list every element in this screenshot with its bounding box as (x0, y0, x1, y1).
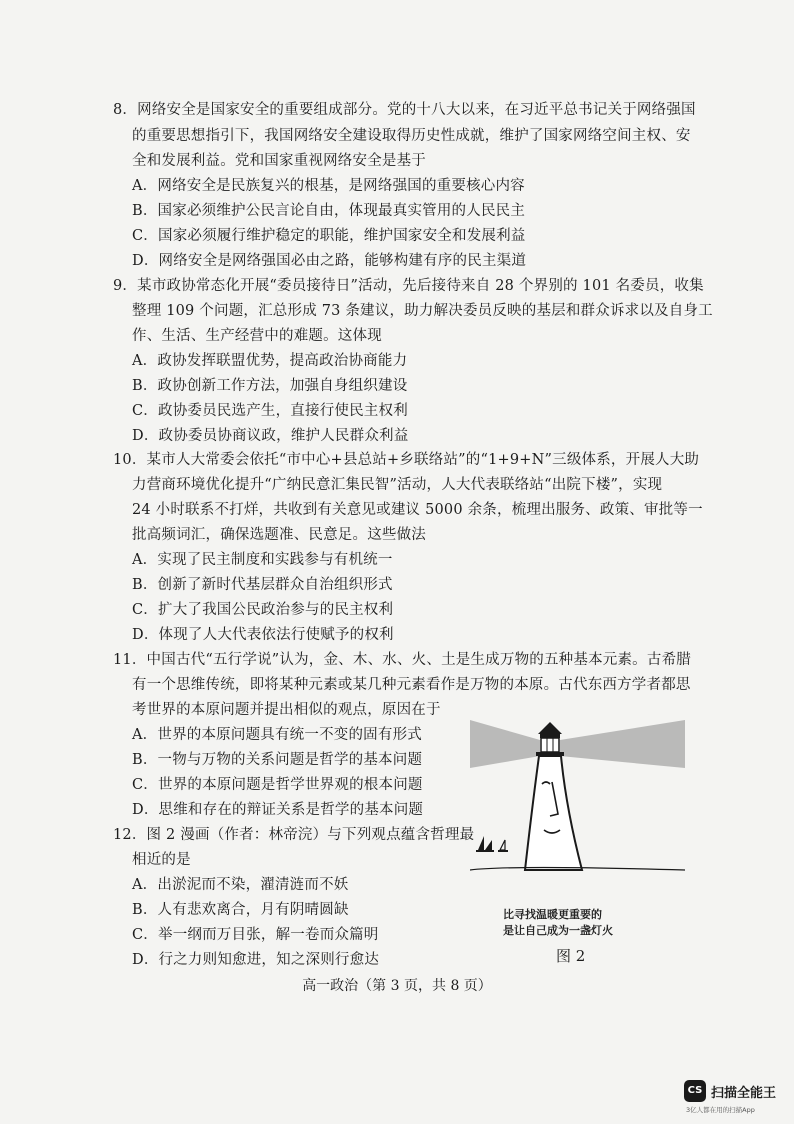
camscanner-logo-icon: CS (684, 1080, 706, 1102)
question-10-stem-line-3: 24 小时联系不打烊，共收到有关意见或建议 5000 余条，梳理出服务、政策、审批等一 (132, 502, 703, 518)
sailboats (476, 836, 508, 852)
question-12-option-a: A．出淤泥而不染，濯清涟而不妖 (132, 877, 349, 893)
question-10-option-c: C．扩大了我国公民政治参与的民主权利 (132, 602, 394, 618)
question-9-stem-line-2: 整理 109 个问题，汇总形成 73 条建议，助力解决委员反映的基层和群众诉求以及自身工 (132, 303, 713, 319)
cartoon-caption-line-2: 是让自己成为一盏灯火 (503, 924, 613, 937)
question-10-option-d: D．体现了人大代表依法行使赋予的权利 (132, 627, 394, 643)
lighthouse-tower (525, 756, 582, 870)
question-8-option-b: B．国家必须维护公民言论自由，体现最真实管用的人民民主 (132, 203, 526, 219)
question-8-stem-line-3: 全和发展利益。党和国家重视网络安全是基于 (132, 153, 426, 169)
question-8-stem-line-1: 8．网络安全是国家安全的重要组成部分。党的十八大以来，在习近平总书记关于网络强国 (113, 102, 696, 118)
question-9-stem-line-3: 作、生活、生产经营中的难题。这体现 (132, 328, 382, 344)
question-11-option-d: D．思维和存在的辩证关系是哲学的基本问题 (132, 802, 424, 818)
lighthouse-lantern (536, 722, 564, 756)
question-12-stem-line-1: 12．图 2 漫画（作者：林帝浣）与下列观点蕴含哲理最 (113, 827, 475, 843)
figure-label: 图 2 (556, 947, 586, 965)
question-9-option-b: B．政协创新工作方法，加强自身组织建设 (132, 378, 408, 394)
question-9-stem-line-1: 9．某市政协常态化开展“委员接待日”活动，先后接待来自 28 个界别的 101 名委员，收集 (113, 278, 704, 294)
question-10-stem-line-2: 力营商环境优化提升“广纳民意汇集民智”活动，人大代表联络站“出院下楼”，实现 (132, 477, 663, 493)
question-12-stem-line-2: 相近的是 (132, 852, 191, 868)
question-9-option-a: A．政协发挥联盟优势，提高政治协商能力 (132, 353, 408, 369)
question-8-option-c: C．国家必须履行维护稳定的职能，维护国家安全和发展利益 (132, 228, 526, 244)
scanner-app-name: 扫描全能王 (711, 1086, 777, 1101)
question-11-option-b: B．一物与万物的关系问题是哲学的基本问题 (132, 752, 423, 768)
question-10-stem-line-1: 10．某市人大常委会依托“市中心+县总站+乡联络站”的“1+9+N”三级体系，开展人大助 (113, 452, 700, 468)
question-10-option-a: A．实现了民主制度和实践参与有机统一 (132, 552, 393, 568)
question-11-stem-line-1: 11．中国古代“五行学说”认为，金、木、水、火、土是生成万物的五种基本元素。古希腊 (113, 652, 691, 668)
question-10-option-b: B．创新了新时代基层群众自治组织形式 (132, 577, 393, 593)
question-11-stem-line-3: 考世界的本原问题并提出相似的观点，原因在于 (132, 702, 441, 718)
question-11-stem-line-2: 有一个思维传统，即将某种元素或某几种元素看作是万物的本原。古代东西方学者都思 (132, 677, 691, 693)
question-8-option-a: A．网络安全是民族复兴的根基，是网络强国的重要核心内容 (132, 178, 525, 194)
cartoon-caption-line-1: 比寻找温暖更重要的 (503, 908, 602, 921)
question-12-option-d: D．行之力则知愈进，知之深则行愈达 (132, 952, 380, 968)
question-12-option-c: C．举一纲而万目张，解一卷而众篇明 (132, 927, 379, 943)
scanner-app-tagline: 3亿人都在用的扫描App (686, 1106, 755, 1114)
page-footer: 高一政治（第 3 页，共 8 页） (302, 978, 492, 994)
left-light-beam (470, 720, 540, 768)
question-9-option-d: D．政协委员协商议政，维护人民群众利益 (132, 428, 409, 444)
lighthouse-cartoon (470, 718, 685, 933)
question-8-stem-line-2: 的重要思想指引下，我国网络安全建设取得历史性成就，维护了国家网络空间主权、安 (132, 128, 691, 144)
question-11-option-a: A．世界的本原问题具有统一不变的固有形式 (132, 727, 422, 743)
question-12-option-b: B．人有悲欢离合，月有阴晴圆缺 (132, 902, 349, 918)
question-8-option-d: D．网络安全是网络强国必由之路，能够构建有序的民主渠道 (132, 253, 527, 269)
scanner-watermark (684, 1080, 788, 1120)
question-11-option-c: C．世界的本原问题是哲学世界观的根本问题 (132, 777, 423, 793)
question-9-option-c: C．政协委员民选产生，直接行使民主权利 (132, 403, 408, 419)
right-light-beam (560, 720, 685, 768)
question-10-stem-line-4: 批高频词汇，确保选题准、民意足。这些做法 (132, 527, 426, 543)
